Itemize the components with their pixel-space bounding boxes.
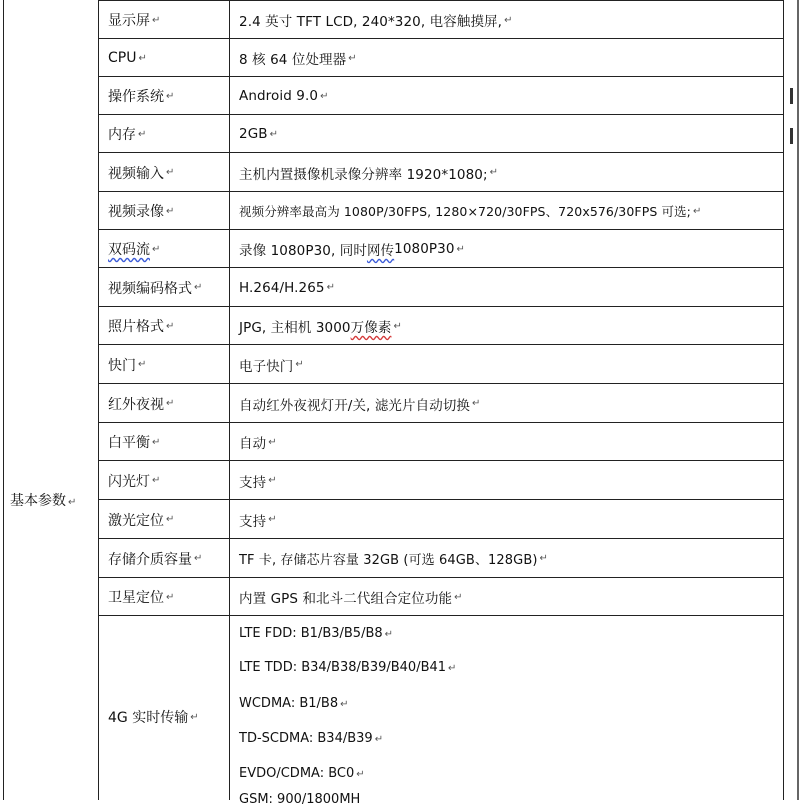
category-label: 基本参数 ↵ — [10, 493, 77, 509]
table-row-4g — [98, 615, 784, 807]
row-label: 视频编码格式 ↵ — [108, 280, 203, 297]
row-value: 2.4 英寸 TFT LCD, 240*320, 电容触摸屏, ↵ — [239, 14, 513, 30]
row-value: 主机内置摄像机录像分辨率 1920*1080; ↵ — [239, 166, 499, 183]
row-value: 录像 1080P30, 同时 网传 1080P30 ↵ — [239, 241, 466, 259]
row-label: 快门 ↵ — [108, 357, 147, 374]
table-row — [98, 114, 784, 153]
row-label: 4G 实时传输 ↵ — [108, 710, 199, 726]
row-value: 8 核 64 位处理器 ↵ — [239, 52, 357, 68]
row-value: 支持 ↵ — [239, 474, 277, 491]
table-row — [98, 383, 784, 423]
table-border-left — [3, 0, 4, 800]
row-label: 显示屏 ↵ — [108, 13, 161, 29]
row-value: 自动红外夜视灯开/关, 滤光片自动切换 ↵ — [239, 397, 481, 414]
row-label: 白平衡 ↵ — [108, 435, 161, 451]
row-label: 内存 ↵ — [108, 127, 147, 143]
table-row — [98, 38, 784, 77]
row-value: 自动 ↵ — [239, 436, 277, 452]
row-value: 内置 GPS 和北斗二代组合定位功能 ↵ — [239, 591, 463, 607]
row-value: JPG, 主相机 3000 万像素 ↵ — [239, 320, 402, 336]
table-row — [98, 538, 784, 578]
band-line: WCDMA: B1/B8 ↵ — [239, 696, 349, 711]
row-value: 视频分辨率最高为 1080P/30FPS, 1280×720/30FPS、720x576/30FPS 可选; ↵ — [239, 204, 702, 219]
table-row — [98, 0, 784, 39]
row-label: 存储介质容量 ↵ — [108, 551, 203, 568]
row-value: Android 9.0 ↵ — [239, 88, 329, 104]
band-line: LTE FDD: B1/B3/B5/B8 ↵ — [239, 626, 394, 641]
row-label: 激光定位 ↵ — [108, 512, 175, 529]
row-value: 2GB ↵ — [239, 126, 279, 142]
row-label: 视频输入 ↵ — [108, 165, 175, 182]
edge-mark — [790, 128, 793, 144]
page-edge-right — [797, 0, 799, 800]
row-value: H.264/H.265 ↵ — [239, 279, 336, 296]
table-row — [98, 577, 784, 616]
table-row — [98, 306, 784, 345]
table-row — [98, 344, 784, 384]
row-label: 闪光灯 ↵ — [108, 473, 161, 490]
band-line: EVDO/CDMA: BC0 ↵ — [239, 766, 365, 781]
edge-mark — [790, 88, 793, 104]
row-label: 照片格式 ↵ — [108, 319, 175, 335]
table-row — [98, 499, 784, 539]
table-row — [98, 76, 784, 115]
table-row — [98, 460, 784, 500]
band-line: GSM: 900/1800MH — [239, 792, 361, 807]
table-row — [98, 267, 784, 307]
row-label: CPU ↵ — [108, 50, 147, 66]
row-label: 操作系统 ↵ — [108, 89, 175, 105]
table-row — [98, 422, 784, 461]
row-label: 视频录像 ↵ — [108, 204, 175, 220]
row-label: 红外夜视 ↵ — [108, 396, 175, 413]
band-line: TD-SCDMA: B34/B39 ↵ — [239, 731, 384, 746]
band-line: LTE TDD: B34/B38/B39/B40/B41 ↵ — [239, 660, 457, 675]
row-label: 双码流 ↵ — [108, 242, 161, 258]
row-value: 支持 ↵ — [239, 513, 277, 530]
row-value: TF 卡, 存储芯片容量 32GB (可选 64GB、128GB) ↵ — [239, 553, 549, 568]
table-row — [98, 229, 784, 268]
table-row — [98, 152, 784, 192]
table-row — [98, 191, 784, 230]
row-label: 卫星定位 ↵ — [108, 590, 175, 606]
row-value: 电子快门 ↵ — [239, 358, 304, 375]
